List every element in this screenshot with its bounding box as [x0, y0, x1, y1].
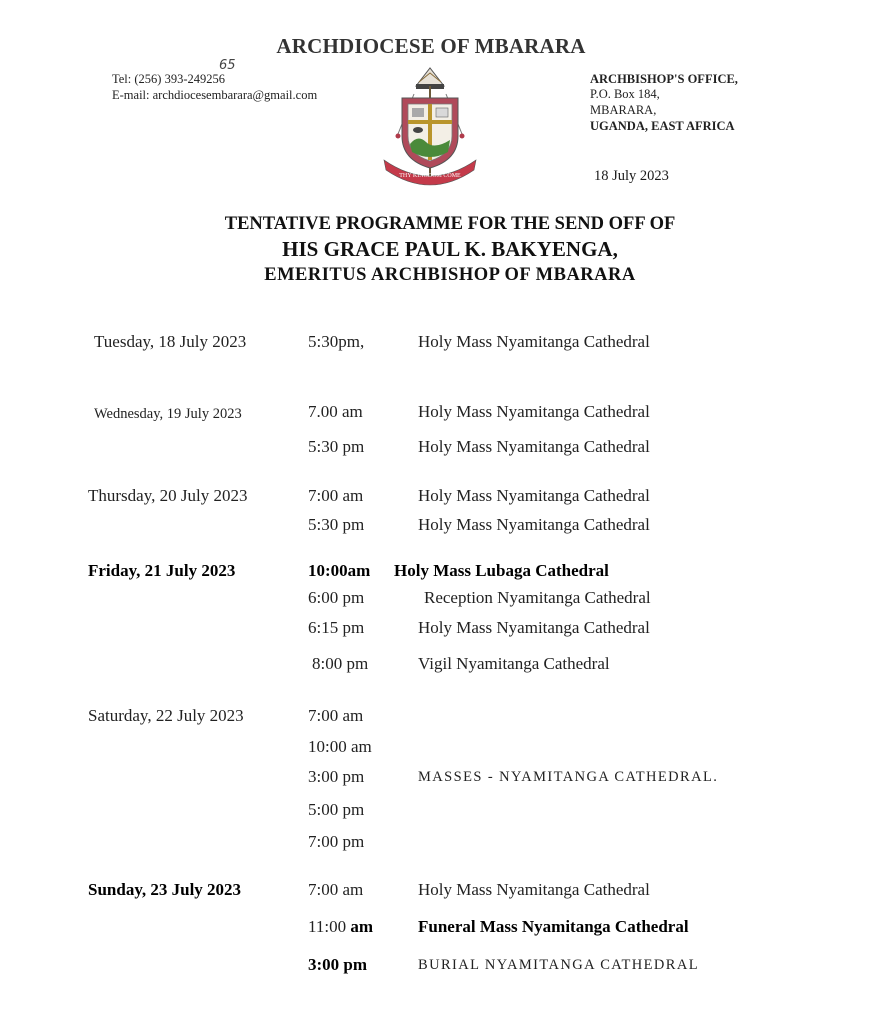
time-saturday-5: 7:00 pm — [308, 832, 365, 851]
handwritten-note: 65 — [219, 58, 236, 73]
time-tuesday-1: 5:30pm, — [308, 332, 365, 351]
time-sunday-3: 3:00 pm — [308, 955, 368, 974]
day-wednesday: Wednesday, 19 July 2023 — [94, 406, 242, 422]
time-sunday-2-number: 11:00 — [308, 917, 347, 936]
svg-text:THY KINGDOM COME: THY KINGDOM COME — [399, 173, 461, 179]
telephone-line: Tel: (256) 393-249256 — [112, 72, 225, 86]
day-friday: Friday, 21 July 2023 — [88, 561, 236, 580]
letter-date: 18 July 2023 — [594, 168, 669, 184]
event-saturday-masses: MASSES - NYAMITANGA CATHEDRAL. — [418, 769, 719, 785]
time-saturday-2: 10:00 am — [308, 737, 372, 756]
event-friday-3: Holy Mass Nyamitanga Cathedral — [418, 618, 650, 637]
coat-of-arms-icon — [378, 64, 483, 194]
day-tuesday: Tuesday, 18 July 2023 — [94, 332, 247, 351]
time-friday-1: 10:00am — [308, 561, 371, 580]
time-thursday-2: 5:30 pm — [308, 515, 365, 534]
time-saturday-1: 7:00 am — [308, 706, 364, 725]
time-thursday-1: 7:00 am — [308, 486, 364, 505]
event-sunday-1: Holy Mass Nyamitanga Cathedral — [418, 880, 650, 899]
event-wednesday-1: Holy Mass Nyamitanga Cathedral — [418, 402, 650, 421]
time-saturday-4: 5:00 pm — [308, 800, 365, 819]
time-wednesday-2: 5:30 pm — [308, 437, 365, 456]
day-thursday: Thursday, 20 July 2023 — [88, 486, 248, 505]
email-line: E-mail: archdiocesembarara@gmail.com — [112, 88, 318, 102]
time-sunday-1: 7:00 am — [308, 880, 364, 899]
time-friday-4: 8:00 pm — [312, 654, 369, 673]
time-friday-3: 6:15 pm — [308, 618, 365, 637]
time-wednesday-1: 7.00 am — [308, 402, 363, 421]
archdiocese-title: ARCHDIOCESE OF MBARARA — [276, 34, 586, 58]
event-tuesday-1: Holy Mass Nyamitanga Cathedral — [418, 332, 650, 351]
event-wednesday-2: Holy Mass Nyamitanga Cathedral — [418, 437, 650, 456]
day-sunday: Sunday, 23 July 2023 — [88, 880, 242, 899]
event-friday-4: Vigil Nyamitanga Cathedral — [418, 654, 610, 673]
archbishop-name: HIS GRACE PAUL K. BAKYENGA, — [282, 237, 618, 261]
event-sunday-2: Funeral Mass Nyamitanga Cathedral — [418, 917, 689, 936]
programme-heading: TENTATIVE PROGRAMME FOR THE SEND OFF OF — [224, 214, 676, 234]
time-saturday-3: 3:00 pm — [308, 767, 365, 786]
time-friday-2: 6:00 pm — [308, 588, 365, 607]
event-friday-1: Holy Mass Lubaga Cathedral — [394, 561, 609, 580]
time-sunday-2 — [308, 917, 373, 937]
event-thursday-2: Holy Mass Nyamitanga Cathedral — [418, 515, 650, 534]
office-line-4: UGANDA, EAST AFRICA — [590, 119, 735, 133]
office-line-3: MBARARA, — [590, 103, 657, 117]
event-friday-2: Reception Nyamitanga Cathedral — [424, 588, 651, 607]
archbishop-title: EMERITUS ARCHBISHOP OF MBARARA — [264, 265, 636, 285]
event-thursday-1: Holy Mass Nyamitanga Cathedral — [418, 486, 650, 505]
office-line-2: P.O. Box 184, — [590, 87, 660, 101]
office-line-1: ARCHBISHOP'S OFFICE, — [590, 72, 738, 86]
event-sunday-3: BURIAL NYAMITANGA CATHEDRAL — [418, 957, 699, 973]
time-sunday-2-unit: am — [350, 917, 374, 936]
day-saturday: Saturday, 22 July 2023 — [88, 706, 244, 725]
